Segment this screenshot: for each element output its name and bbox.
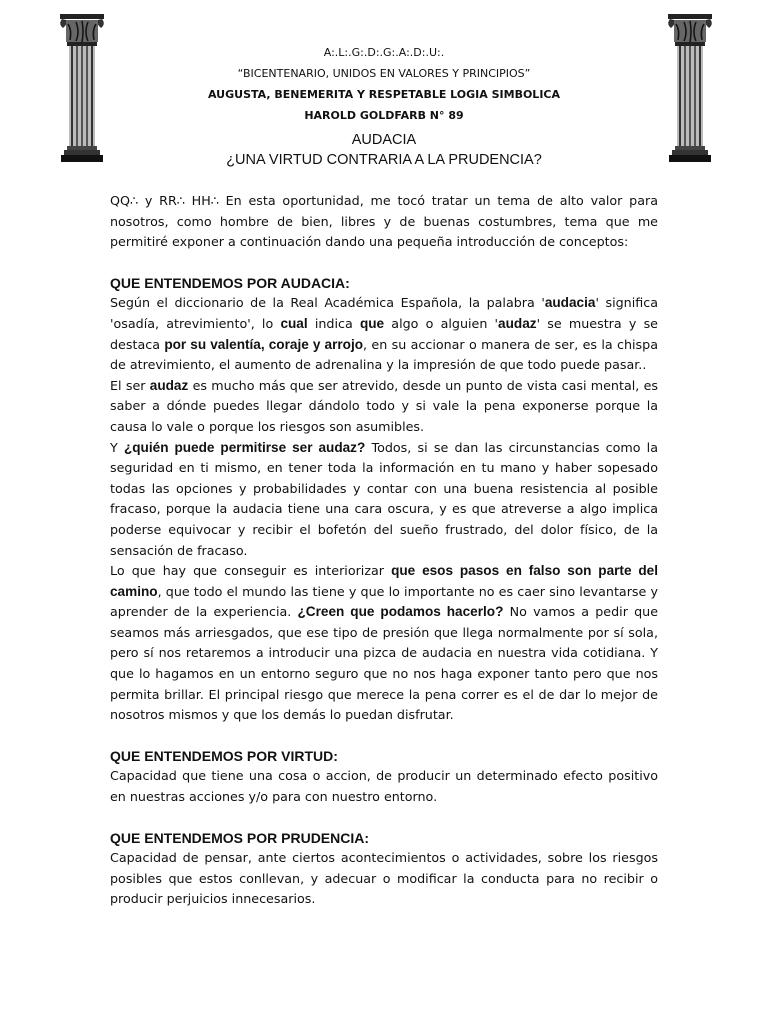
bold-run: audacia — [544, 295, 596, 311]
audacia-paragraph-4 — [110, 561, 658, 726]
spacer — [110, 808, 658, 828]
document-body — [110, 191, 658, 910]
title-line-1: AUDACIA — [351, 132, 417, 148]
text-run: es mucho más que ser atrevido, desde un punto de vista casi mental, es saber a dónde puedes llegar dándolo todo y si vale la pena exponerse porque la causa lo vale o porque los riesgos son asumibles. — [110, 377, 658, 434]
intro-paragraph: QQ∴ y RR∴ HH∴ En esta oportunidad, me tocó tratar un tema de alto valor para nosotros, como hombre de bien, libres y de buenas costumbres, tema que me permitiré exponer a continuación dando una pequeña introducción de conceptos: — [110, 193, 658, 250]
virtud-paragraph: Capacidad que tiene una cosa o accion, de producir un determinado efecto positivo en nuestras acciones y/o para con nuestro entorno. — [110, 768, 658, 805]
document-title — [150, 130, 618, 170]
text-run: Todos, si se dan las circunstancias como la seguridad en ti mismo, en tener toda la información en tu mano y haber sopesado todas las opciones y probabilidades y contar con una buena resistencia al posible fracaso, porque la audacia tiene una cara oscura, y es que atreverse a algo implica poderse equivocar y recibir el bofetón del sueño frustrado, del dolor físico, de la sensación de fracaso. — [110, 439, 658, 558]
text-run: Y — [110, 439, 124, 455]
header-line-4: HAROLD GOLDFARB N° 89 — [304, 109, 464, 122]
text-run: El ser — [110, 377, 150, 393]
left-column-icon — [58, 14, 106, 162]
section-heading-audacia: QUE ENTENDEMOS POR AUDACIA: — [110, 274, 350, 291]
text-run: Según el diccionario de la Real Académica Española, la palabra ' — [110, 295, 545, 311]
text-run: , que todo el mundo las tiene y que lo importante no es caer sino levantarse y aprender de la experiencia. — [110, 583, 658, 620]
header-line-3: AUGUSTA, BENEMERITA Y RESPETABLE LOGIA SIMBOLICA — [208, 88, 560, 101]
audacia-paragraph-1 — [110, 293, 658, 375]
text-run: ' significa 'osadía, atrevimiento', lo — [110, 295, 658, 331]
bold-run: cual — [280, 315, 308, 331]
spacer — [110, 253, 658, 273]
section-heading-virtud: QUE ENTENDEMOS POR VIRTUD: — [110, 747, 338, 764]
header-line-1: A:.L:.G:.D:.G:.A:.D:.U:. — [323, 46, 445, 59]
text-run: No vamos a pedir que seamos más arriesgados, que ese tipo de presión que llega normalmente por sí sola, pero sí nos retaremos a introducir una pizca de audacia en nuestra vida cotidiana. Y que lo hagamos en un entorno seguro que no nos haga exponer tanto pero que nos permita brillar. El principal riesgo que merece la pena correr es el de dar lo mejor de nosotros mismos y que los demás lo puedan disfrutar. — [110, 604, 659, 723]
text-run: indica — [307, 315, 360, 331]
bold-run: audaz — [149, 377, 189, 393]
audacia-paragraph-3 — [110, 438, 658, 562]
text-run: , en su accionar o manera de ser, es la chispa de atrevimiento, el aumento de adrenalina y la impresión de que todo puede pasar.. — [110, 336, 658, 373]
prudencia-paragraph: Capacidad de pensar, ante ciertos acontecimientos o actividades, sobre los riesgos posibles que estos conllevan, y adecuar o modificar la conducta para no recibir o producir perjuicios innecesarios. — [110, 850, 658, 907]
right-column-icon — [666, 14, 714, 162]
document-header — [150, 42, 618, 126]
bold-run: que — [359, 315, 385, 331]
bold-run: audaz — [498, 315, 537, 331]
bold-run: que esos pasos en falso son parte del camino — [110, 563, 658, 599]
text-run: ' se muestra y se destaca — [110, 315, 658, 352]
text-run: algo o alguien ' — [384, 315, 499, 331]
spacer — [110, 726, 658, 746]
header-line-2: “BICENTENARIO, UNIDOS EN VALORES Y PRINCIPIOS” — [237, 67, 531, 80]
text-run: Lo que hay que conseguir es interiorizar — [110, 563, 392, 579]
bold-run: ¿quién puede permitirse ser audaz? — [123, 439, 366, 455]
bold-run: por su valentía, coraje y arrojo — [164, 336, 364, 352]
audacia-paragraph-2 — [110, 376, 658, 438]
section-heading-prudencia: QUE ENTENDEMOS POR PRUDENCIA: — [110, 829, 370, 846]
bold-run: ¿Creen que podamos hacerlo? — [297, 604, 504, 620]
title-line-2: ¿UNA VIRTUD CONTRARIA A LA PRUDENCIA? — [226, 152, 542, 168]
